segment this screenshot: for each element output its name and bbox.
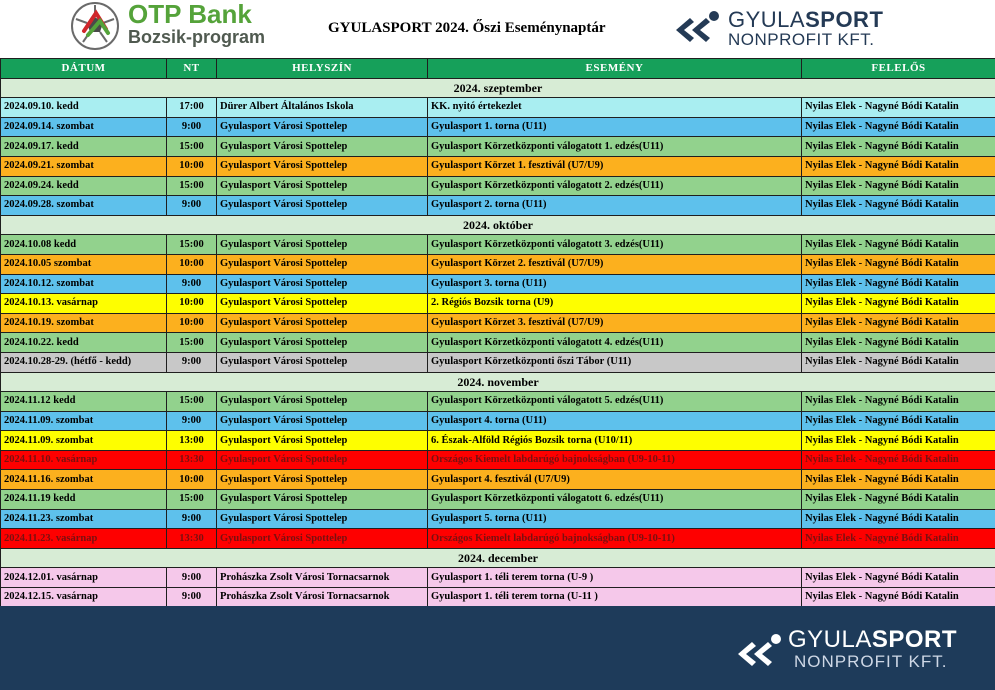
table-row	[1, 411, 995, 431]
month-header-row	[1, 372, 995, 392]
time-cell: 15:00	[167, 176, 217, 196]
location-cell: Gyulasport Városi Spottelep	[217, 450, 428, 470]
date-cell: 2024.10.12. szombat	[1, 274, 167, 294]
location-cell: Gyulasport Városi Spottelep	[217, 470, 428, 490]
time-cell: 9:00	[167, 568, 217, 588]
time-cell: 10:00	[167, 156, 217, 176]
location-cell: Gyulasport Városi Spottelep	[217, 431, 428, 451]
month-label: 2024. szeptember	[1, 78, 995, 98]
event-cell: Gyulasport 2. torna (U11)	[428, 196, 802, 216]
column-header-nt: NT	[167, 59, 217, 79]
event-cell: Gyulasport 1. torna (U11)	[428, 117, 802, 137]
responsible-cell: Nyilas Elek - Nagyné Bódi Katalin	[802, 274, 995, 294]
table-row	[1, 117, 995, 137]
event-cell: Gyulasport 4. torna (U11)	[428, 411, 802, 431]
table-row	[1, 392, 995, 412]
location-cell: Gyulasport Városi Spottelep	[217, 254, 428, 274]
responsible-cell: Nyilas Elek - Nagyné Bódi Katalin	[802, 411, 995, 431]
table-row	[1, 274, 995, 294]
time-cell: 15:00	[167, 235, 217, 255]
event-cell: 6. Észak-Alföld Régiós Bozsik torna (U10/11)	[428, 431, 802, 451]
time-cell: 15:00	[167, 392, 217, 412]
table-row	[1, 509, 995, 529]
gyulasport-logo	[672, 6, 922, 52]
event-cell: Gyulasport Körzetközponti válogatott 2. edzés(U11)	[428, 176, 802, 196]
time-cell: 10:00	[167, 294, 217, 314]
table-row	[1, 156, 995, 176]
time-cell: 15:00	[167, 490, 217, 510]
time-cell: 13:30	[167, 529, 217, 549]
table-row	[1, 196, 995, 216]
event-cell: Gyulasport 1. téli terem torna (U-9 )	[428, 568, 802, 588]
responsible-cell: Nyilas Elek - Nagyné Bódi Katalin	[802, 490, 995, 510]
event-cell: Gyulasport Körzetközponti őszi Tábor (U11)	[428, 352, 802, 372]
time-cell: 10:00	[167, 254, 217, 274]
responsible-cell: Nyilas Elek - Nagyné Bódi Katalin	[802, 529, 995, 549]
month-header-row	[1, 78, 995, 98]
location-cell: Gyulasport Városi Spottelep	[217, 333, 428, 353]
document-header	[0, 0, 995, 58]
time-cell: 9:00	[167, 117, 217, 137]
page-title: GYULASPORT 2024. Őszi Eseménynaptár	[328, 20, 606, 36]
responsible-cell: Nyilas Elek - Nagyné Bódi Katalin	[802, 431, 995, 451]
event-cell: Gyulasport 1. téli terem torna (U-11 )	[428, 588, 802, 608]
month-header-row	[1, 215, 995, 235]
date-cell: 2024.09.24. kedd	[1, 176, 167, 196]
footer-gyulasport-subtitle: NONPROFIT KFT.	[794, 652, 948, 671]
event-cell: Országos Kiemelt labdarúgó bajnokságban (U9-10-11)	[428, 529, 802, 549]
date-cell: 2024.11.10. vasárnap	[1, 450, 167, 470]
responsible-cell: Nyilas Elek - Nagyné Bódi Katalin	[802, 117, 995, 137]
location-cell: Gyulasport Városi Spottelep	[217, 196, 428, 216]
location-cell: Gyulasport Városi Spottelep	[217, 156, 428, 176]
location-cell: Gyulasport Városi Spottelep	[217, 411, 428, 431]
date-cell: 2024.11.23. vasárnap	[1, 529, 167, 549]
responsible-cell: Nyilas Elek - Nagyné Bódi Katalin	[802, 254, 995, 274]
column-header-date: DÁTUM	[1, 59, 167, 79]
gyulasport-name-part-2: SPORT	[805, 7, 884, 32]
footer-name-part-2: SPORT	[871, 626, 958, 653]
time-cell: 10:00	[167, 470, 217, 490]
time-cell: 13:30	[167, 450, 217, 470]
month-label: 2024. november	[1, 372, 995, 392]
event-cell: Gyulasport Körzetközponti válogatott 5. edzés(U11)	[428, 392, 802, 412]
location-cell: Gyulasport Városi Spottelep	[217, 294, 428, 314]
date-cell: 2024.10.22. kedd	[1, 333, 167, 353]
responsible-cell: Nyilas Elek - Nagyné Bódi Katalin	[802, 588, 995, 608]
date-cell: 2024.10.05 szombat	[1, 254, 167, 274]
month-label: 2024. október	[1, 215, 995, 235]
gyulasport-subtitle: NONPROFIT KFT.	[728, 30, 875, 49]
responsible-cell: Nyilas Elek - Nagyné Bódi Katalin	[802, 176, 995, 196]
date-cell: 2024.10.28-29. (hétfő - kedd)	[1, 352, 167, 372]
date-cell: 2024.10.13. vasárnap	[1, 294, 167, 314]
time-cell: 15:00	[167, 137, 217, 157]
event-cell: Gyulasport Körzet 1. fesztivál (U7/U9)	[428, 156, 802, 176]
responsible-cell: Nyilas Elek - Nagyné Bódi Katalin	[802, 470, 995, 490]
time-cell: 9:00	[167, 274, 217, 294]
date-cell: 2024.09.28. szombat	[1, 196, 167, 216]
table-row	[1, 588, 995, 608]
table-row	[1, 529, 995, 549]
time-cell: 9:00	[167, 196, 217, 216]
date-cell: 2024.09.17. kedd	[1, 137, 167, 157]
time-cell: 13:00	[167, 431, 217, 451]
event-cell: Gyulasport 3. torna (U11)	[428, 274, 802, 294]
footer-gyulasport-logo	[736, 626, 976, 674]
location-cell: Gyulasport Városi Spottelep	[217, 313, 428, 333]
table-row	[1, 450, 995, 470]
responsible-cell: Nyilas Elek - Nagyné Bódi Katalin	[802, 352, 995, 372]
event-cell: Gyulasport Körzet 2. fesztivál (U7/U9)	[428, 254, 802, 274]
column-header-responsible: FELELŐS	[802, 59, 995, 79]
event-cell: 2. Régiós Bozsik torna (U9)	[428, 294, 802, 314]
date-cell: 2024.09.14. szombat	[1, 117, 167, 137]
date-cell: 2024.12.01. vasárnap	[1, 568, 167, 588]
responsible-cell: Nyilas Elek - Nagyné Bódi Katalin	[802, 98, 995, 118]
event-cell: Országos Kiemelt labdarúgó bajnokságban (U9-10-11)	[428, 450, 802, 470]
location-cell: Gyulasport Városi Spottelep	[217, 235, 428, 255]
footer-gyulasport-mark-icon	[736, 630, 788, 670]
location-cell: Gyulasport Városi Spottelep	[217, 509, 428, 529]
table-row	[1, 333, 995, 353]
event-cell: Gyulasport Körzet 3. fesztivál (U7/U9)	[428, 313, 802, 333]
column-header-event: ESEMÉNY	[428, 59, 802, 79]
time-cell: 17:00	[167, 98, 217, 118]
time-cell: 10:00	[167, 313, 217, 333]
table-row	[1, 490, 995, 510]
footer-gyulasport-name	[788, 626, 957, 654]
table-row	[1, 176, 995, 196]
table-row	[1, 352, 995, 372]
otp-bank-name: OTP Bank	[128, 0, 252, 29]
event-schedule-table	[0, 58, 995, 608]
location-cell: Prohászka Zsolt Városi Tornacsarnok	[217, 588, 428, 608]
responsible-cell: Nyilas Elek - Nagyné Bódi Katalin	[802, 137, 995, 157]
soccer-ball-icon	[70, 1, 120, 51]
time-cell: 9:00	[167, 411, 217, 431]
date-cell: 2024.11.23. szombat	[1, 509, 167, 529]
responsible-cell: Nyilas Elek - Nagyné Bódi Katalin	[802, 235, 995, 255]
date-cell: 2024.10.08 kedd	[1, 235, 167, 255]
date-cell: 2024.11.09. szombat	[1, 411, 167, 431]
responsible-cell: Nyilas Elek - Nagyné Bódi Katalin	[802, 333, 995, 353]
table-row	[1, 254, 995, 274]
page-footer	[0, 606, 995, 690]
date-cell: 2024.09.10. kedd	[1, 98, 167, 118]
event-cell: Gyulasport Körzetközponti válogatott 4. edzés(U11)	[428, 333, 802, 353]
location-cell: Gyulasport Városi Spottelep	[217, 117, 428, 137]
event-cell: Gyulasport Körzetközponti válogatott 1. edzés(U11)	[428, 137, 802, 157]
gyulasport-name-part-1: GYULA	[728, 7, 806, 32]
otp-bank-logo	[70, 1, 290, 53]
table-row	[1, 313, 995, 333]
location-cell: Gyulasport Városi Spottelep	[217, 176, 428, 196]
location-cell: Gyulasport Városi Spottelep	[217, 490, 428, 510]
event-cell: Gyulasport 4. fesztivál (U7/U9)	[428, 470, 802, 490]
location-cell: Dürer Albert Általános Iskola	[217, 98, 428, 118]
event-cell: Gyulasport Körzetközponti válogatott 3. edzés(U11)	[428, 235, 802, 255]
table-row	[1, 98, 995, 118]
column-header-location: HELYSZÍN	[217, 59, 428, 79]
location-cell: Gyulasport Városi Spottelep	[217, 274, 428, 294]
schedule-body	[1, 78, 995, 607]
location-cell: Gyulasport Városi Spottelep	[217, 137, 428, 157]
event-cell: KK. nyitó értekezlet	[428, 98, 802, 118]
table-row	[1, 431, 995, 451]
location-cell: Prohászka Zsolt Városi Tornacsarnok	[217, 568, 428, 588]
location-cell: Gyulasport Városi Spottelep	[217, 392, 428, 412]
date-cell: 2024.09.21. szombat	[1, 156, 167, 176]
responsible-cell: Nyilas Elek - Nagyné Bódi Katalin	[802, 196, 995, 216]
gyulasport-mark-icon	[672, 8, 724, 48]
responsible-cell: Nyilas Elek - Nagyné Bódi Katalin	[802, 509, 995, 529]
responsible-cell: Nyilas Elek - Nagyné Bódi Katalin	[802, 450, 995, 470]
time-cell: 9:00	[167, 509, 217, 529]
table-row	[1, 235, 995, 255]
event-cell: Gyulasport Körzetközponti válogatott 6. edzés(U11)	[428, 490, 802, 510]
time-cell: 15:00	[167, 333, 217, 353]
table-header-row	[1, 59, 995, 79]
bozsik-program-label: Bozsik-program	[128, 27, 266, 47]
responsible-cell: Nyilas Elek - Nagyné Bódi Katalin	[802, 392, 995, 412]
table-row	[1, 568, 995, 588]
location-cell: Gyulasport Városi Spottelep	[217, 352, 428, 372]
month-header-row	[1, 548, 995, 568]
responsible-cell: Nyilas Elek - Nagyné Bódi Katalin	[802, 156, 995, 176]
location-cell: Gyulasport Városi Spottelep	[217, 529, 428, 549]
date-cell: 2024.10.19. szombat	[1, 313, 167, 333]
table-row	[1, 294, 995, 314]
date-cell: 2024.12.15. vasárnap	[1, 588, 167, 608]
date-cell: 2024.11.16. szombat	[1, 470, 167, 490]
time-cell: 9:00	[167, 352, 217, 372]
date-cell: 2024.11.19 kedd	[1, 490, 167, 510]
footer-name-part-1: GYULA	[788, 626, 872, 653]
date-cell: 2024.11.09. szombat	[1, 431, 167, 451]
time-cell: 9:00	[167, 588, 217, 608]
responsible-cell: Nyilas Elek - Nagyné Bódi Katalin	[802, 568, 995, 588]
responsible-cell: Nyilas Elek - Nagyné Bódi Katalin	[802, 313, 995, 333]
table-row	[1, 470, 995, 490]
month-label: 2024. december	[1, 548, 995, 568]
responsible-cell: Nyilas Elek - Nagyné Bódi Katalin	[802, 294, 995, 314]
event-cell: Gyulasport 5. torna (U11)	[428, 509, 802, 529]
table-row	[1, 137, 995, 157]
date-cell: 2024.11.12 kedd	[1, 392, 167, 412]
